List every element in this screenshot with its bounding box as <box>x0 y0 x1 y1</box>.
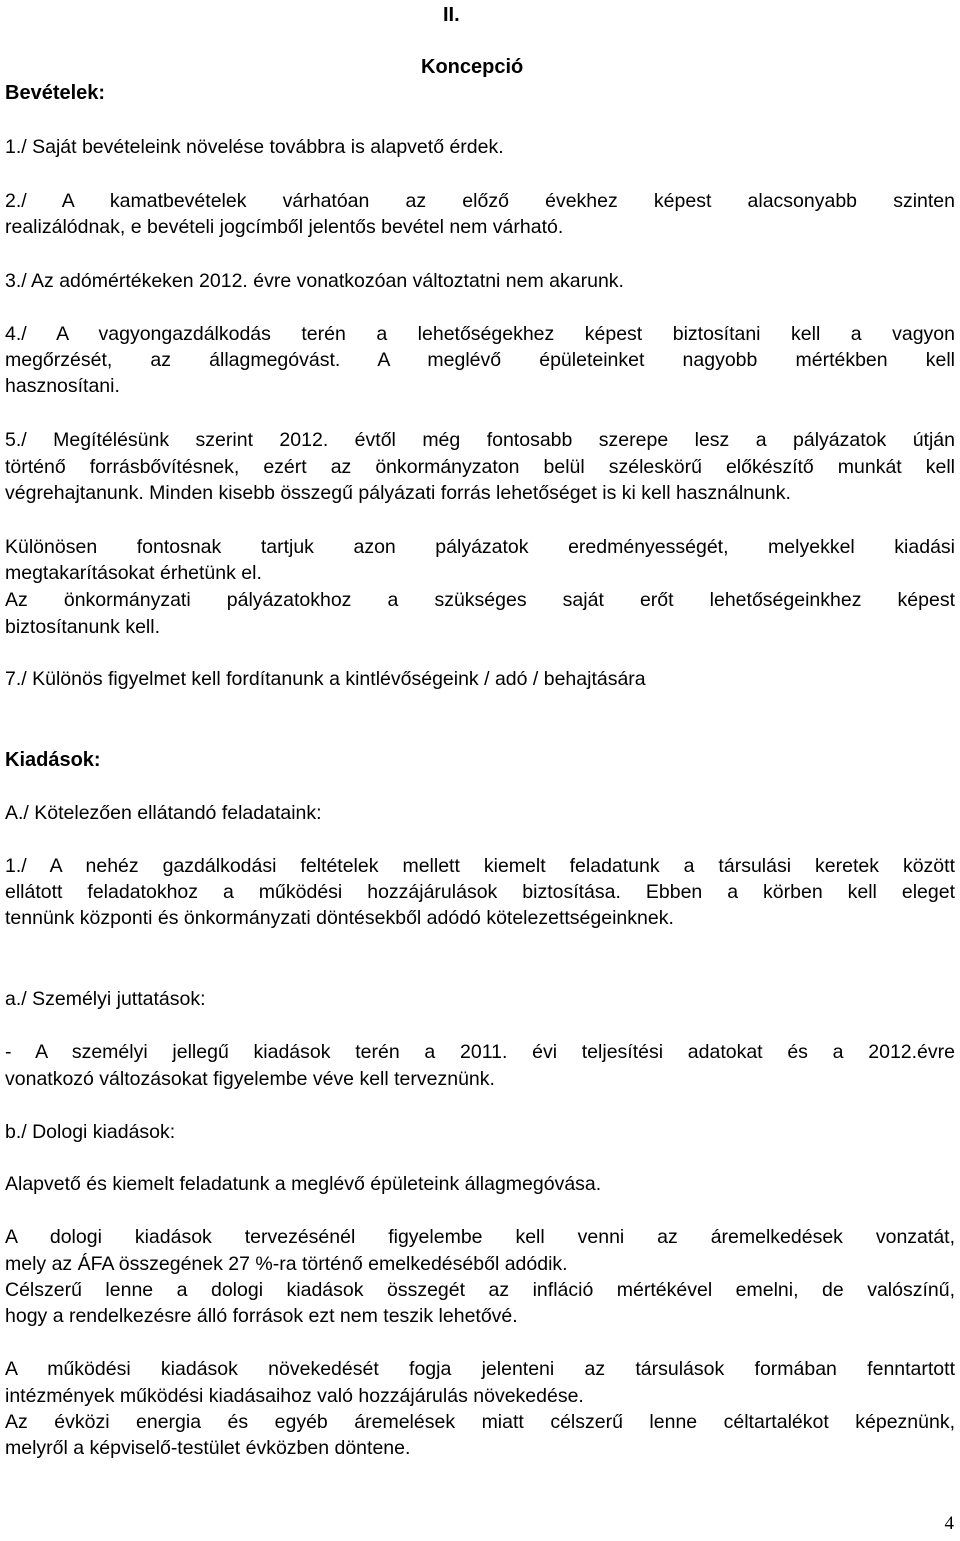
page-number: 4 <box>944 1513 954 1534</box>
paragraph-line: 3./ Az adómértékeken 2012. évre vonatkozóan változtatni nem akarunk. <box>5 270 624 292</box>
subsection-heading: A./ Kötelezően ellátandó feladataink: <box>5 802 322 824</box>
paragraph-line: Célszerű lenne a dologi kiadások összegét az infláció mértékével emelni, de valószínű, <box>5 1279 955 1301</box>
paragraph-line: 2./ A kamatbevételek várhatóan az előző évekhez képest alacsonyabb szinten <box>5 190 955 212</box>
paragraph-line: végrehajtanunk. Minden kisebb összegű pályázati forrás lehetőséget is ki kell használnunk. <box>5 482 791 504</box>
paragraph-line: megőrzését, az állagmegóvást. A meglévő épületeinket nagyobb mértékben kell <box>5 349 955 371</box>
paragraph-line: vonatkozó változásokat figyelembe véve kell terveznünk. <box>5 1068 495 1090</box>
paragraph-line: történő forrásbővítésnek, ezért az önkormányzaton belül széleskörű előkészítő munkát kell <box>5 456 955 478</box>
subsection-heading: a./ Személyi juttatások: <box>5 988 206 1010</box>
subsection-heading: b./ Dologi kiadások: <box>5 1121 176 1143</box>
paragraph-line: - A személyi jellegű kiadások terén a 2011. évi teljesítési adatokat és a 2012.évre <box>5 1041 955 1063</box>
paragraph-line: biztosítanunk kell. <box>5 616 161 638</box>
paragraph-line: mely az ÁFA összegének 27 %-ra történő emelkedéséből adódik. <box>5 1253 568 1275</box>
section-heading-kiadasok: Kiadások: <box>5 749 101 771</box>
paragraph-line: Különösen fontosnak tartjuk azon pályázatok eredményességét, melyekkel kiadási <box>5 536 955 558</box>
paragraph-line: intézmények működési kiadásaihoz való hozzájárulás növekedése. <box>5 1385 584 1407</box>
section-number: II. <box>443 4 460 26</box>
paragraph-line: A működési kiadások növekedését fogja jelenteni az társulások formában fenntartott <box>5 1358 955 1380</box>
paragraph-line: Alapvető és kiemelt feladatunk a meglévő épületeink állagmegóvása. <box>5 1173 602 1195</box>
paragraph-line: 1./ A nehéz gazdálkodási feltételek mellett kiemelt feladatunk a társulási keretek között <box>5 855 955 877</box>
paragraph-line: hasznosítani. <box>5 375 120 397</box>
paragraph-line: 4./ A vagyongazdálkodás terén a lehetőségekhez képest biztosítani kell a vagyon <box>5 323 955 345</box>
paragraph-line: A dologi kiadások tervezésénél figyelembe kell venni az áremelkedések vonzatát, <box>5 1226 955 1248</box>
paragraph-line: megtakarításokat érhetünk el. <box>5 562 262 584</box>
paragraph-line: 1./ Saját bevételeink növelése továbbra is alapvető érdek. <box>5 136 504 158</box>
paragraph-line: realizálódnak, e bevételi jogcímből jelentős bevétel nem várható. <box>5 216 564 238</box>
paragraph-line: 5./ Megítélésünk szerint 2012. évtől még fontosabb szerepe lesz a pályázatok útján <box>5 429 955 451</box>
page-title: Koncepció <box>421 56 524 78</box>
paragraph-line: hogy a rendelkezésre álló források ezt nem teszik lehetővé. <box>5 1305 518 1327</box>
paragraph-line: 7./ Különös figyelmet kell fordítanunk a kintlévőségeink / adó / behajtására <box>5 668 646 690</box>
paragraph-line: ellátott feladatokhoz a működési hozzájárulások biztosítása. Ebben a körben kell eleget <box>5 881 955 903</box>
paragraph-line: melyről a képviselő-testület évközben döntene. <box>5 1437 411 1459</box>
paragraph-line: Az évközi energia és egyéb áremelések miatt célszerű lenne céltartalékot képeznünk, <box>5 1411 955 1433</box>
paragraph-line: Az önkormányzati pályázatokhoz a szükséges saját erőt lehetőségeinkhez képest <box>5 589 955 611</box>
section-heading-bevetelek: Bevételek: <box>5 82 106 104</box>
paragraph-line: tennünk központi és önkormányzati döntésekből adódó kötelezettségeinknek. <box>5 907 674 929</box>
